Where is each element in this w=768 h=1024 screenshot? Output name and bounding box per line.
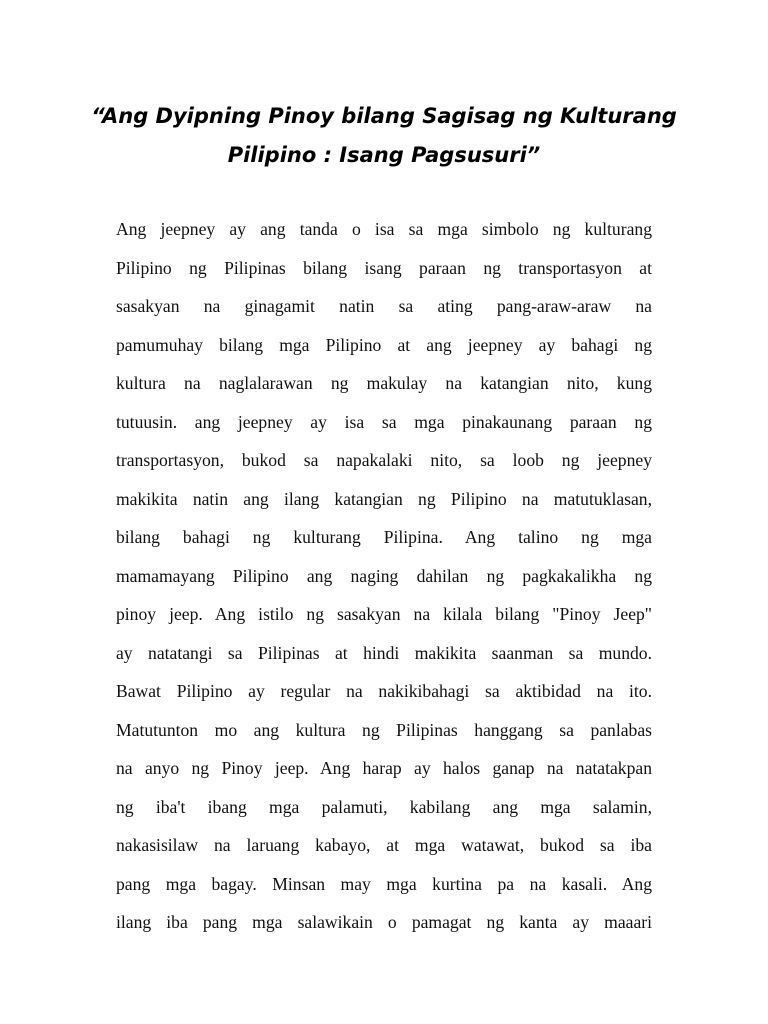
body-line: na anyo ng Pinoy jeep. Ang harap ay halos ganap na natatakpan (116, 758, 652, 778)
body-line: pang mga bagay. Minsan may mga kurtina pa na kasali. Ang (116, 873, 652, 894)
document-title-line-2: Pilipino : Isang Pagsusuri” (227, 143, 541, 167)
body-line: bilang bahagi ng kulturang Pilipina. Ang talino ng mga (116, 527, 652, 547)
body-line: transportasyon, bukod sa napakalaki nito, sa loob ng jeepney (116, 450, 652, 470)
body-line: ilang iba pang mga salawikain o pamagat ng kanta ay maaari (116, 912, 652, 932)
body-line: makikita natin ang ilang katangian ng Pilipino na matutuklasan, (116, 488, 652, 509)
body-line: tutuusin. ang jeepney ay isa sa mga pinakaunang paraan ng (116, 411, 652, 432)
body-line: sasakyan na ginagamit natin sa ating pang-araw-araw na (116, 296, 652, 316)
body-line: Matutunton mo ang kultura ng Pilipinas hanggang sa panlabas (116, 719, 652, 740)
document-title-line-1: “Ang Dyipning Pinoy bilang Sagisag ng Kulturang (91, 104, 677, 128)
body-line: Ang jeepney ay ang tanda o isa sa mga simbolo ng kulturang (116, 219, 652, 239)
body-line: kultura na naglalarawan ng makulay na katangian nito, kung (116, 373, 652, 393)
body-line: pinoy jeep. Ang istilo ng sasakyan na kilala bilang "Pinoy Jeep" (116, 604, 652, 624)
body-line: nakasisilaw na laruang kabayo, at mga watawat, bukod sa iba (116, 835, 652, 855)
body-line: ng iba't ibang mga palamuti, kabilang ang mga salamin, (116, 796, 652, 817)
body-line: pamumuhay bilang mga Pilipino at ang jeepney ay bahagi ng (116, 334, 652, 355)
body-line: Bawat Pilipino ay regular na nakikibahagi sa aktibidad na ito. (116, 681, 652, 701)
body-line: ay natatangi sa Pilipinas at hindi makikita saanman sa mundo. (116, 642, 652, 663)
document-body (116, 210, 652, 942)
body-line: mamamayang Pilipino ang naging dahilan ng pagkakalikha ng (116, 565, 652, 586)
body-line: Pilipino ng Pilipinas bilang isang paraan ng transportasyon at (116, 257, 652, 278)
